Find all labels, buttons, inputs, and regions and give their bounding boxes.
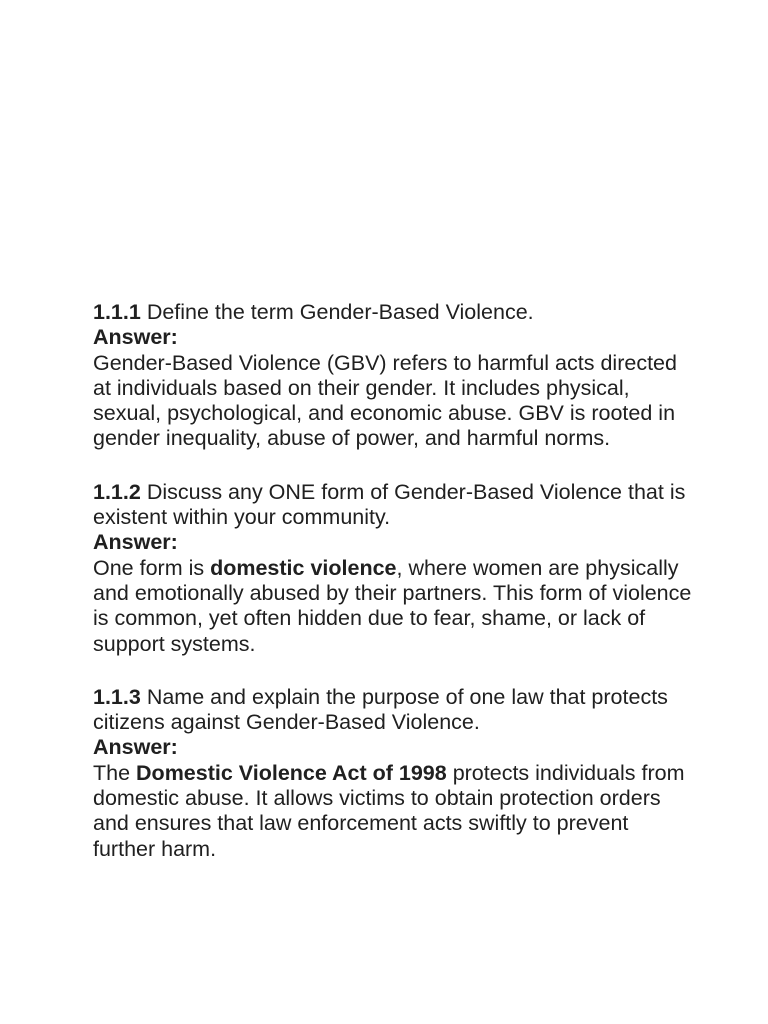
question-text: Name and explain the purpose of one law that protects citizens against Gender-Based Violence. [93, 684, 668, 735]
answer-1-1-2 [93, 556, 693, 657]
question-1-1-1 [93, 300, 693, 325]
answer-label: Answer: [93, 735, 178, 760]
answer-text: Gender-Based Violence (GBV) refers to harmful acts directed at individuals based on their gender. It includes physical, sexual, psychological, and economic abuse. GBV is rooted in gender inequality, abuse of power, and harmful norms. [93, 350, 677, 451]
answer-1-1-3 [93, 761, 693, 862]
document-page [93, 300, 693, 890]
question-block-1-1-1 [93, 300, 693, 452]
question-1-1-2 [93, 480, 693, 531]
answer-label: Answer: [93, 530, 178, 555]
question-number: 1.1.1 [93, 300, 141, 324]
question-block-1-1-3 [93, 685, 693, 862]
question-number: 1.1.3 [93, 684, 141, 709]
answer-text-pre: One form is [93, 555, 211, 580]
question-1-1-3 [93, 685, 693, 736]
answer-emphasis: Domestic Violence Act of 1998 [136, 760, 447, 785]
answer-emphasis: domestic violence [210, 555, 397, 580]
answer-text-post: , where women are physically and emotionally abused by their partners. This form of violence is common, yet often hidden due to fear, shame, or lack of support systems. [93, 555, 692, 656]
answer-1-1-1 [93, 351, 693, 452]
question-number: 1.1.2 [93, 479, 141, 504]
question-text: Define the term Gender-Based Violence. [146, 300, 534, 324]
answer-text-post: protects individuals from domestic abuse. It allows victims to obtain protection orders and ensures that law enforcement acts swiftly to prevent further harm. [93, 760, 685, 861]
answer-label: Answer: [93, 325, 178, 350]
question-block-1-1-2 [93, 480, 693, 657]
answer-text-pre: The [93, 760, 137, 785]
question-text: Discuss any ONE form of Gender-Based Violence that is existent within your community. [93, 479, 686, 530]
